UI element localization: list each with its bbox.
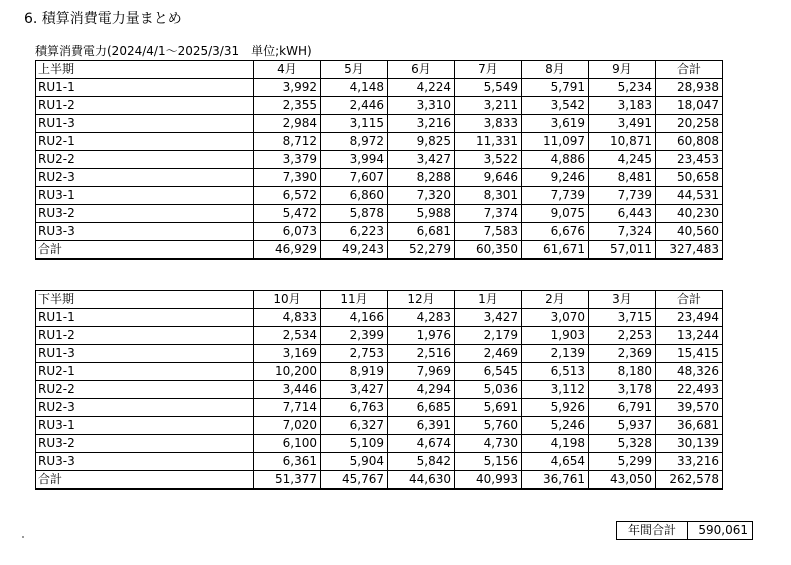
value-cell: 6,545 (455, 363, 522, 381)
value-cell: 8,301 (455, 187, 522, 205)
value-cell: 2,355 (254, 97, 321, 115)
value-cell: 3,169 (254, 345, 321, 363)
value-cell: 10,871 (589, 133, 656, 151)
value-cell: 36,761 (522, 471, 589, 490)
value-cell: 23,453 (656, 151, 723, 169)
value-cell: 4,283 (388, 309, 455, 327)
table-row (36, 151, 723, 169)
row-label-cell: RU2-1 (36, 133, 254, 151)
value-cell: 33,216 (656, 453, 723, 471)
value-cell: 2,984 (254, 115, 321, 133)
value-cell: 3,833 (455, 115, 522, 133)
value-cell: 30,139 (656, 435, 723, 453)
value-cell: 6,676 (522, 223, 589, 241)
value-cell: 61,671 (522, 241, 589, 260)
value-cell: 5,842 (388, 453, 455, 471)
value-cell: 5,549 (455, 79, 522, 97)
value-cell: 1,903 (522, 327, 589, 345)
value-cell: 11,097 (522, 133, 589, 151)
value-cell: 3,183 (589, 97, 656, 115)
value-cell: 5,472 (254, 205, 321, 223)
row-label-cell: RU3-2 (36, 205, 254, 223)
value-cell: 2,534 (254, 327, 321, 345)
value-cell: 60,350 (455, 241, 522, 260)
value-cell: 39,570 (656, 399, 723, 417)
value-cell: 40,560 (656, 223, 723, 241)
row-label-cell: RU3-3 (36, 453, 254, 471)
value-cell: 7,324 (589, 223, 656, 241)
header-cell: 10月 (254, 291, 321, 309)
value-cell: 51,377 (254, 471, 321, 490)
row-label-cell: 合計 (36, 241, 254, 260)
table-header-row (36, 291, 723, 309)
value-cell: 4,730 (455, 435, 522, 453)
value-cell: 7,969 (388, 363, 455, 381)
value-cell: 9,825 (388, 133, 455, 151)
value-cell: 9,646 (455, 169, 522, 187)
row-label-cell: RU2-1 (36, 363, 254, 381)
value-cell: 4,654 (522, 453, 589, 471)
value-cell: 3,994 (321, 151, 388, 169)
value-cell: 48,326 (656, 363, 723, 381)
value-cell: 43,050 (589, 471, 656, 490)
value-cell: 7,020 (254, 417, 321, 435)
value-cell: 46,929 (254, 241, 321, 260)
value-cell: 5,036 (455, 381, 522, 399)
value-cell: 3,491 (589, 115, 656, 133)
table-row (36, 79, 723, 97)
value-cell: 2,469 (455, 345, 522, 363)
value-cell: 6,513 (522, 363, 589, 381)
value-cell: 5,328 (589, 435, 656, 453)
value-cell: 6,223 (321, 223, 388, 241)
row-label-cell: RU1-1 (36, 309, 254, 327)
value-cell: 6,361 (254, 453, 321, 471)
value-cell: 3,427 (388, 151, 455, 169)
value-cell: 262,578 (656, 471, 723, 490)
value-cell: 5,299 (589, 453, 656, 471)
value-cell: 4,245 (589, 151, 656, 169)
table-subtitle: 積算消費電力(2024/4/1～2025/3/31 単位;kWH) (35, 44, 312, 58)
value-cell: 49,243 (321, 241, 388, 260)
value-cell: 3,522 (455, 151, 522, 169)
value-cell: 8,481 (589, 169, 656, 187)
value-cell: 6,073 (254, 223, 321, 241)
value-cell: 11,331 (455, 133, 522, 151)
value-cell: 2,516 (388, 345, 455, 363)
value-cell: 15,415 (656, 345, 723, 363)
value-cell: 2,446 (321, 97, 388, 115)
value-cell: 5,926 (522, 399, 589, 417)
value-cell: 23,494 (656, 309, 723, 327)
row-label-cell: RU1-3 (36, 115, 254, 133)
row-label-cell: RU3-2 (36, 435, 254, 453)
row-label-cell: RU1-2 (36, 327, 254, 345)
row-label-cell: RU3-1 (36, 187, 254, 205)
value-cell: 3,542 (522, 97, 589, 115)
value-cell: 9,246 (522, 169, 589, 187)
value-cell: 3,992 (254, 79, 321, 97)
value-cell: 2,253 (589, 327, 656, 345)
value-cell: 3,178 (589, 381, 656, 399)
value-cell: 6,860 (321, 187, 388, 205)
table-row (36, 435, 723, 453)
table-total-row (36, 471, 723, 490)
header-cell: 9月 (589, 61, 656, 79)
value-cell: 3,619 (522, 115, 589, 133)
value-cell: 3,715 (589, 309, 656, 327)
value-cell: 8,972 (321, 133, 388, 151)
row-label-cell: RU2-2 (36, 151, 254, 169)
value-cell: 8,288 (388, 169, 455, 187)
value-cell: 2,139 (522, 345, 589, 363)
header-cell: 上半期 (36, 61, 254, 79)
value-cell: 5,878 (321, 205, 388, 223)
value-cell: 7,320 (388, 187, 455, 205)
value-cell: 36,681 (656, 417, 723, 435)
value-cell: 5,937 (589, 417, 656, 435)
section-heading: 6. 積算消費電力量まとめ (24, 11, 182, 27)
value-cell: 40,230 (656, 205, 723, 223)
table-row (36, 345, 723, 363)
row-label-cell: RU2-3 (36, 399, 254, 417)
header-cell: 下半期 (36, 291, 254, 309)
value-cell: 44,531 (656, 187, 723, 205)
table-row (36, 327, 723, 345)
value-cell: 2,179 (455, 327, 522, 345)
value-cell: 6,791 (589, 399, 656, 417)
value-cell: 5,246 (522, 417, 589, 435)
row-label-cell: RU1-1 (36, 79, 254, 97)
table-header-row (36, 61, 723, 79)
value-cell: 20,258 (656, 115, 723, 133)
table-row (36, 363, 723, 381)
value-cell: 40,993 (455, 471, 522, 490)
value-cell: 7,390 (254, 169, 321, 187)
value-cell: 3,379 (254, 151, 321, 169)
header-cell: 1月 (455, 291, 522, 309)
value-cell: 5,109 (321, 435, 388, 453)
row-label-cell: RU3-1 (36, 417, 254, 435)
value-cell: 5,988 (388, 205, 455, 223)
value-cell: 327,483 (656, 241, 723, 260)
value-cell: 50,658 (656, 169, 723, 187)
value-cell: 5,234 (589, 79, 656, 97)
value-cell: 4,833 (254, 309, 321, 327)
stray-mark (22, 536, 24, 538)
value-cell: 5,691 (455, 399, 522, 417)
value-cell: 60,808 (656, 133, 723, 151)
value-cell: 3,446 (254, 381, 321, 399)
header-cell: 4月 (254, 61, 321, 79)
value-cell: 10,200 (254, 363, 321, 381)
header-cell: 3月 (589, 291, 656, 309)
value-cell: 3,310 (388, 97, 455, 115)
header-cell: 8月 (522, 61, 589, 79)
value-cell: 7,739 (589, 187, 656, 205)
value-cell: 5,791 (522, 79, 589, 97)
value-cell: 4,198 (522, 435, 589, 453)
table-row (36, 381, 723, 399)
value-cell: 44,630 (388, 471, 455, 490)
value-cell: 52,279 (388, 241, 455, 260)
value-cell: 18,047 (656, 97, 723, 115)
value-cell: 7,714 (254, 399, 321, 417)
table-row (36, 133, 723, 151)
row-label-cell: RU2-3 (36, 169, 254, 187)
header-cell: 11月 (321, 291, 388, 309)
annual-total-label: 年間合計 (617, 522, 688, 540)
value-cell: 8,919 (321, 363, 388, 381)
value-cell: 6,681 (388, 223, 455, 241)
table-row (36, 187, 723, 205)
value-cell: 6,391 (388, 417, 455, 435)
value-cell: 4,166 (321, 309, 388, 327)
row-label-cell: RU2-2 (36, 381, 254, 399)
value-cell: 4,294 (388, 381, 455, 399)
first-half-table (35, 60, 723, 260)
value-cell: 2,399 (321, 327, 388, 345)
value-cell: 7,583 (455, 223, 522, 241)
value-cell: 4,148 (321, 79, 388, 97)
value-cell: 6,327 (321, 417, 388, 435)
table-row (36, 453, 723, 471)
table-row (36, 399, 723, 417)
value-cell: 22,493 (656, 381, 723, 399)
table-row (36, 223, 723, 241)
row-label-cell: 合計 (36, 471, 254, 490)
value-cell: 8,712 (254, 133, 321, 151)
second-half-table (35, 290, 723, 490)
annual-total-box (616, 521, 753, 540)
value-cell: 3,427 (455, 309, 522, 327)
table-row (36, 309, 723, 327)
value-cell: 3,211 (455, 97, 522, 115)
value-cell: 5,760 (455, 417, 522, 435)
value-cell: 2,369 (589, 345, 656, 363)
table-total-row (36, 241, 723, 260)
value-cell: 5,156 (455, 453, 522, 471)
value-cell: 3,427 (321, 381, 388, 399)
value-cell: 57,011 (589, 241, 656, 260)
value-cell: 13,244 (656, 327, 723, 345)
value-cell: 7,374 (455, 205, 522, 223)
table-row (36, 115, 723, 133)
value-cell: 4,674 (388, 435, 455, 453)
value-cell: 5,904 (321, 453, 388, 471)
value-cell: 7,739 (522, 187, 589, 205)
table-row (36, 417, 723, 435)
value-cell: 9,075 (522, 205, 589, 223)
table-row (36, 169, 723, 187)
value-cell: 6,572 (254, 187, 321, 205)
table-row (36, 205, 723, 223)
value-cell: 6,100 (254, 435, 321, 453)
value-cell: 3,115 (321, 115, 388, 133)
row-label-cell: RU1-3 (36, 345, 254, 363)
value-cell: 3,216 (388, 115, 455, 133)
header-cell: 2月 (522, 291, 589, 309)
value-cell: 8,180 (589, 363, 656, 381)
header-cell: 合計 (656, 61, 723, 79)
value-cell: 45,767 (321, 471, 388, 490)
header-cell: 合計 (656, 291, 723, 309)
value-cell: 4,224 (388, 79, 455, 97)
value-cell: 28,938 (656, 79, 723, 97)
value-cell: 6,443 (589, 205, 656, 223)
value-cell: 3,070 (522, 309, 589, 327)
annual-total-value: 590,061 (688, 522, 753, 540)
header-cell: 12月 (388, 291, 455, 309)
header-cell: 7月 (455, 61, 522, 79)
value-cell: 6,685 (388, 399, 455, 417)
value-cell: 1,976 (388, 327, 455, 345)
row-label-cell: RU3-3 (36, 223, 254, 241)
value-cell: 4,886 (522, 151, 589, 169)
value-cell: 7,607 (321, 169, 388, 187)
value-cell: 2,753 (321, 345, 388, 363)
row-label-cell: RU1-2 (36, 97, 254, 115)
value-cell: 3,112 (522, 381, 589, 399)
header-cell: 6月 (388, 61, 455, 79)
value-cell: 6,763 (321, 399, 388, 417)
table-row (36, 97, 723, 115)
header-cell: 5月 (321, 61, 388, 79)
